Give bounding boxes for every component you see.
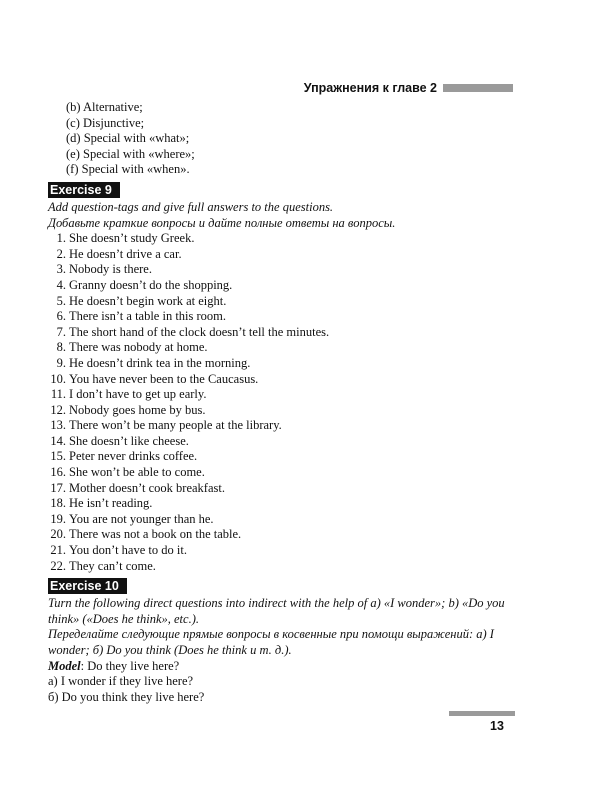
model-text: : Do they live here? (80, 658, 180, 673)
model-label: Model (48, 658, 81, 673)
item-number: 5. (56, 293, 66, 308)
exercise-10 (48, 574, 518, 705)
exercise-item (48, 403, 518, 419)
exercise-item (48, 481, 518, 497)
exercise-item (48, 247, 518, 263)
item-text: She doesn’t like cheese. (69, 433, 189, 448)
option-item: (b) Alternative; (66, 100, 143, 114)
running-header (304, 81, 513, 95)
item-text: Granny doesn’t do the shopping. (69, 277, 233, 292)
item-number: 11. (50, 387, 66, 402)
exercise-item (48, 356, 518, 372)
option-item: (e) Special with «where»; (66, 146, 195, 161)
item-text: He doesn’t drink tea in the morning. (69, 355, 251, 370)
exercise-item (48, 309, 518, 325)
item-text: She won’t be able to come. (69, 465, 205, 480)
item-number: 1. (56, 231, 66, 246)
item-text: You have never been to the Caucasus. (69, 371, 259, 386)
item-text: She doesn’t study Greek. (69, 231, 195, 246)
item-text: Nobody goes home by bus. (69, 402, 206, 417)
item-number: 13. (50, 418, 66, 433)
exercise-9 (48, 178, 518, 574)
item-number: 3. (56, 262, 66, 277)
exercise-item (48, 340, 518, 356)
exercise-item (48, 262, 518, 278)
item-number: 21. (50, 543, 66, 558)
item-number: 2. (56, 246, 66, 261)
item-number: 4. (56, 277, 66, 292)
item-text: Mother doesn’t cook breakfast. (69, 480, 225, 495)
item-number: 16. (50, 465, 66, 480)
item-text: There isn’t a table in this room. (69, 309, 227, 324)
item-text: Peter never drinks coffee. (69, 449, 198, 464)
exercise-10-label: Exercise 10 (48, 578, 127, 594)
exercise-item (48, 231, 518, 247)
item-number: 17. (50, 480, 66, 495)
item-number: 20. (50, 527, 66, 542)
item-number: 8. (56, 340, 66, 355)
exercise-9-list (48, 231, 518, 574)
answer-line: б) Do you think they live here? (48, 689, 205, 704)
exercise-9-instruction-en: Add question-tags and give full answers to the questions. (48, 199, 334, 214)
item-number: 14. (50, 433, 66, 448)
exercise-item (48, 465, 518, 481)
item-number: 19. (50, 511, 66, 526)
exercise-item (48, 512, 518, 528)
exercise-item (48, 387, 518, 403)
item-number: 6. (56, 309, 66, 324)
item-text: He doesn’t begin work at eight. (69, 293, 227, 308)
chapter-title: Упражнения к главе 2 (303, 81, 437, 95)
item-text: They can’t come. (69, 558, 156, 573)
options-list (48, 100, 518, 178)
exercise-item (48, 434, 518, 450)
item-text: You don’t have to do it. (69, 543, 187, 558)
item-number: 12. (50, 402, 66, 417)
option-item: (c) Disjunctive; (66, 115, 145, 130)
item-number: 22. (50, 558, 66, 573)
item-text: He isn’t reading. (69, 496, 153, 511)
item-text: There won’t be many people at the library. (69, 418, 282, 433)
item-text: I don’t have to get up early. (69, 387, 207, 402)
exercise-10-instruction-ru: Переделайте следующие прямые вопросы в косвенные при помощи выражений: а) I wonder; б) Do you think (Does he think и т. д.). (48, 627, 494, 657)
item-text: He doesn’t drive a car. (69, 246, 182, 261)
exercise-9-label: Exercise 9 (48, 182, 120, 198)
answer-line: а) I wonder if they live here? (48, 674, 194, 689)
exercise-item (48, 527, 518, 543)
item-text: There was nobody at home. (69, 340, 208, 355)
exercise-item (48, 372, 518, 388)
item-number: 10. (50, 371, 66, 386)
item-text: You are not younger than he. (69, 511, 214, 526)
option-item: (f) Special with «when». (66, 162, 190, 177)
item-text: The short hand of the clock doesn’t tell the minutes. (69, 324, 330, 339)
header-bar (443, 84, 513, 92)
item-text: There was not a book on the table. (69, 527, 242, 542)
item-number: 15. (50, 449, 66, 464)
page-content (48, 100, 518, 705)
footer-bar (449, 711, 515, 716)
exercise-item (48, 559, 518, 575)
exercise-item (48, 449, 518, 465)
page-number: 13 (490, 719, 504, 733)
exercise-item (48, 294, 518, 310)
exercise-item (48, 325, 518, 341)
exercise-item (48, 496, 518, 512)
item-text: Nobody is there. (69, 262, 152, 277)
exercise-9-instruction-ru: Добавьте краткие вопросы и дайте полные ответы на вопросы. (48, 215, 396, 230)
exercise-item (48, 418, 518, 434)
exercise-item (48, 278, 518, 294)
exercise-10-instruction-en: Turn the following direct questions into indirect with the help of a) «I wonder»; b) «Do you think» («Does he think», etc.). (48, 596, 505, 626)
item-number: 7. (56, 324, 66, 339)
exercise-item (48, 543, 518, 559)
item-number: 9. (56, 355, 66, 370)
option-item: (d) Special with «what»; (66, 131, 190, 146)
item-number: 18. (50, 496, 66, 511)
model-line (48, 659, 518, 675)
